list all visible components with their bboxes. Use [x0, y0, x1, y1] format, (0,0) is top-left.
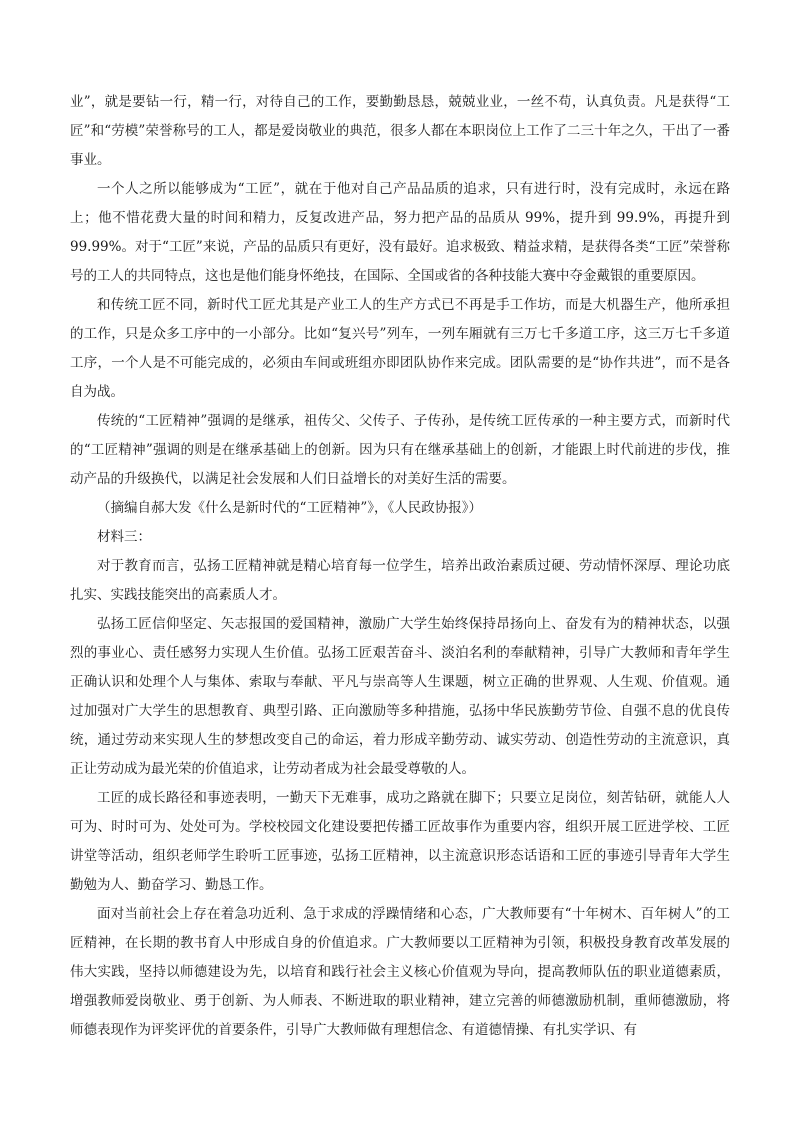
paragraph-quality-pursuit: 一个人之所以能够成为“工匠”，就在于他对自己产品品质的追求，只有进行时，没有完成时，永远在路上；他不惜花费大量的时间和精力，反复改进产品，努力把产品的品质从 99%，提升到 99.9%，再提升到 99.99%。对于“工匠”来说，产品的品质只有更好，没有最好。追求极致、精益求精，是获得各类“工匠”荣誉称号的工人的共同特点，这也是他们能身怀绝技，在国际、全国或省的各种技能大赛中夺金戴银的重要原因。: [70, 181, 730, 284]
paragraph-patriotism: 弘扬工匠信仰坚定、矢志报国的爱国精神，激励广大学生始终保持昂扬向上、奋发有为的精神状态，以强烈的事业心、责任感努力实现人生价值。弘扬工匠艰苦奋斗、淡泊名利的奉献精神，引导广大教师和青年学生正确认识和处理个人与集体、索取与奉献、平凡与崇高等人生课题，树立正确的世界观、人生观、价值观。通过加强对广大学生的思想教育、典型引路、正向激励等多种措施，弘扬中华民族勤劳节俭、自强不息的优良传统，通过劳动来实现人生的梦想改变自己的命运，着力形成辛勤劳动、诚实劳动、创造性劳动的主流意识，真正让劳动成为最光荣的价值追求，让劳动者成为社会最受尊敬的人。: [70, 616, 730, 777]
source-citation: （摘编自郝大发《什么是新时代的“工匠精神”》，《人民政协报》）: [97, 500, 483, 516]
paragraph-education: 对于教育而言，弘扬工匠精神就是精心培育每一位学生，培养出政治素质过硬、劳动情怀深厚、理论功底扎实、实践技能突出的高素质人才。: [70, 558, 730, 603]
paragraph-teamwork: 和传统工匠不同，新时代工匠尤其是产业工人的生产方式已不再是手工作坊，而是大机器生产，他所承担的工作，只是众多工序中的一小部分。比如“复兴号”列车，一列车厢就有三万七千多道工序，这三万七千多道工序，一个人是不可能完成的，必须由车间或班组亦即团队协作来完成。团队需要的是“协作共进”，而不是各自为战。: [70, 297, 730, 400]
paragraph-continuation: 业”，就是要钻一行，精一行，对待自己的工作，要勤勤恳恳，兢兢业业，一丝不苟，认真负责。凡是获得“工匠”和“劳模”荣誉称号的工人，都是爱岗敬业的典范，很多人都在本职岗位上工作了二三十年之久，干出了一番事业。: [70, 94, 730, 168]
material-three-heading: 材料三：: [97, 529, 151, 545]
paragraph-teachers: 面对当前社会上存在着急功近利、急于求成的浮躁情绪和心态，广大教师要有“十年树木、百年树人”的工匠精神，在长期的教书育人中形成自身的价值追求。广大教师要以工匠精神为引领，积极投身教育改革发展的伟大实践，坚持以师德建设为先，以培育和践行社会主义核心价值观为导向，提高教师队伍的职业道德素质，增强教师爱岗敬业、勇于创新、为人师表、不断进取的职业精神，建立完善的师德激励机制，重师德激励，将师德表现作为评奖评优的首要条件，引导广大教师做有理想信念、有道德情操、有扎实学识、有: [70, 906, 730, 1038]
document-page: [70, 88, 730, 1045]
paragraph-growth-path: 工匠的成长路径和事迹表明，一勤天下无难事，成功之路就在脚下；只要立足岗位，刻苦钻研，就能人人可为、时时可为、处处可为。学校校园文化建设要把传播工匠故事作为重要内容，组织开展工匠进学校、工匠讲堂等活动，组织老师学生聆听工匠事迹，弘扬工匠精神，以主流意识形态话语和工匠的事迹引导青年大学生勤勉为人、勤奋学习、勤恳工作。: [70, 790, 730, 893]
paragraph-innovation: 传统的“工匠精神”强调的是继承，祖传父、父传子、子传孙，是传统工匠传承的一种主要方式，而新时代的“工匠精神”强调的则是在继承基础上的创新。因为只有在继承基础上的创新，才能跟上时代前进的步伐，推动产品的升级换代，以满足社会发展和人们日益增长的对美好生活的需要。: [70, 413, 730, 487]
